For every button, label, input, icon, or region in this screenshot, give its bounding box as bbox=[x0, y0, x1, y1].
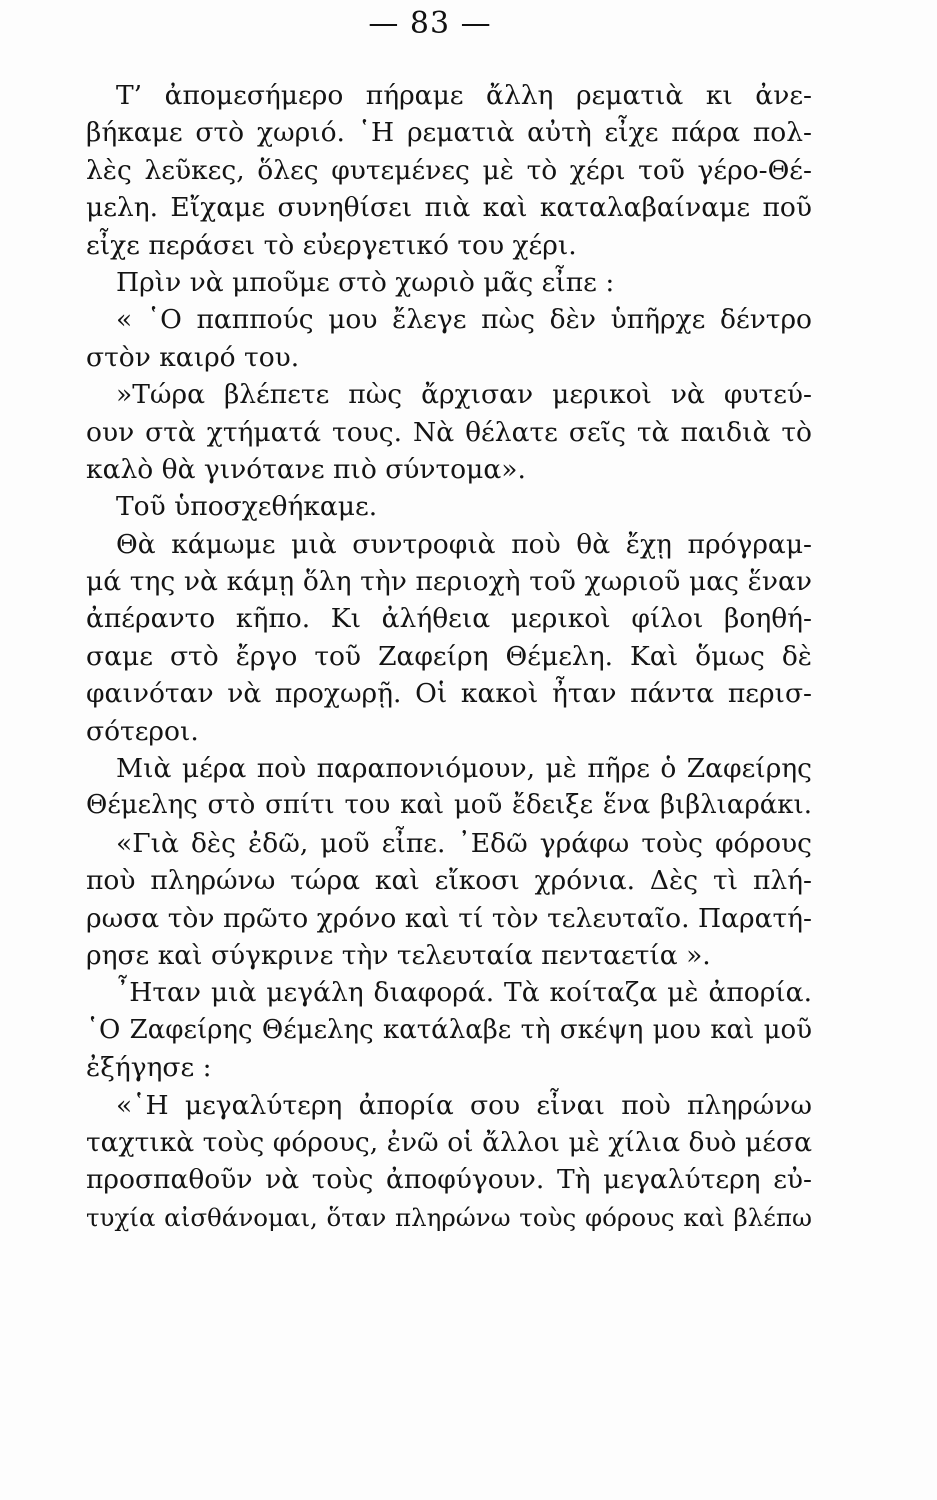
text-line: ἐξήγησε : bbox=[86, 1052, 212, 1084]
body-text bbox=[86, 77, 812, 1236]
text-line: « ῾Ο παππούς μου ἔλεγε πὼς δὲν ὑπῆρχε δέντρο bbox=[116, 304, 812, 336]
text-line: φαινόταν νὰ προχωρῇ. Οἱ κακοὶ ἦταν πάντα περισ- bbox=[86, 678, 812, 710]
text-line: προσπαθοῦν νὰ τοὺς ἀποφύγουν. Τὴ μεγαλύτερη εὐ- bbox=[86, 1164, 812, 1196]
page-number: — 83 — bbox=[368, 6, 492, 41]
text-line: ῾Ο Ζαφείρης Θέμελης κατάλαβε τὴ σκέψη μου καὶ μοῦ bbox=[86, 1014, 812, 1045]
text-line: ποὺ πληρώνω τώρα καὶ εἴκοσι χρόνια. Δὲς τὶ πλή- bbox=[86, 865, 812, 897]
text-line: «῾Η μεγαλύτερη ἀπορία σου εἶναι ποὺ πληρώνω bbox=[116, 1089, 812, 1121]
text-line: μελη. Εἴχαμε συνηθίσει πιὰ καὶ καταλαβαίναμε ποῦ bbox=[86, 192, 812, 224]
text-line: Μιὰ μέρα ποὺ παραπονιόμουν, μὲ πῆρε ὁ Ζαφείρης bbox=[116, 753, 812, 785]
text-line: σαμε στὸ ἔργο τοῦ Ζαφείρη Θέμελη. Καὶ ὅμως δὲ bbox=[86, 640, 812, 672]
text-line: καλὸ θὰ γινότανε πιὸ σύντομα». bbox=[86, 453, 526, 485]
text-line: ρησε καὶ σύγκρινε τὴν τελευταία πενταετία ». bbox=[86, 939, 711, 971]
text-line: μά της νὰ κάμῃ ὅλη τὴν περιοχὴ τοῦ χωριοῦ μας ἕναν bbox=[86, 566, 812, 598]
text-line: στὸν καιρό του. bbox=[86, 341, 300, 373]
text-line: βήκαμε στὸ χωριό. ῾Η ρεματιὰ αὐτὴ εἶχε πάρα πολ- bbox=[86, 117, 812, 149]
text-line: Πρὶν νὰ μποῦμε στὸ χωριὸ μᾶς εἶπε : bbox=[116, 266, 615, 298]
text-line: ταχτικὰ τοὺς φόρους, ἐνῶ οἱ ἄλλοι μὲ χίλια δυὸ μέσα bbox=[86, 1126, 812, 1158]
text-line: σότεροι. bbox=[86, 715, 199, 747]
text-line: ρωσα τὸν πρῶτο χρόνο καὶ τί τὸν τελευταῖο. Παρατή- bbox=[86, 902, 812, 934]
text-line: Τ’ ἀπομεσήμερο πήραμε ἄλλη ρεματιὰ κι ἀνε- bbox=[116, 80, 812, 111]
text-line: Τοῦ ὑποσχεθήκαμε. bbox=[116, 491, 378, 523]
text-line: λὲς λεῦκες, ὅλες φυτεμένες μὲ τὸ χέρι τοῦ γέρο-Θέ- bbox=[86, 154, 812, 186]
text-line: εἶχε περάσει τὸ εὐεργετικό του χέρι. bbox=[86, 229, 577, 261]
text-line: ῏Ηταν μιὰ μεγάλη διαφορά. Τὰ κοίταζα μὲ ἀπορία. bbox=[116, 977, 812, 1009]
text-line: «Γιὰ δὲς ἐδῶ, μοῦ εἶπε. ᾿Εδῶ γράφω τοὺς φόρους bbox=[116, 827, 812, 859]
text-line: τυχία αἰσθάνομαι, ὅταν πληρώνω τοὺς φόρους καὶ βλέπω bbox=[86, 1202, 812, 1232]
text-line: »Τώρα βλέπετε πὼς ἄρχισαν μερικοὶ νὰ φυτεύ- bbox=[116, 379, 812, 411]
text-line: ἀπέραντο κῆπο. Κι ἀλήθεια μερικοὶ φίλοι βοηθή- bbox=[86, 603, 812, 635]
text-line: Θὰ κάμωμε μιὰ συντροφιὰ ποὺ θὰ ἔχῃ πρόγραμ- bbox=[116, 528, 812, 560]
text-line: Θέμελης στὸ σπίτι του καὶ μοῦ ἔδειξε ἕνα βιβλιαράκι. bbox=[86, 790, 812, 821]
text-line: ουν στὰ χτήματά τους. Νὰ θέλατε σεῖς τὰ παιδιὰ τὸ bbox=[86, 416, 812, 448]
